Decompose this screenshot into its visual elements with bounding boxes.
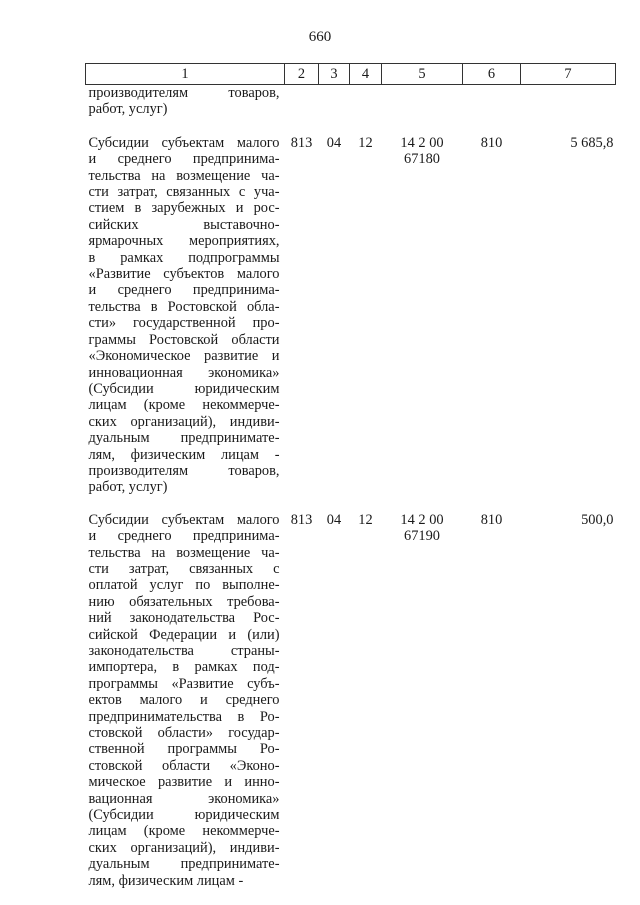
description-line: сти затрат, связанных с	[88, 560, 280, 577]
header-col-2: 2	[285, 64, 319, 85]
description-line: лям, физическим лицам -	[88, 446, 280, 463]
description-line: сти затрат, связанных с уча-	[88, 184, 280, 201]
description-line: законодательства страны-	[88, 643, 280, 659]
cell-target-article: 14 2 00 67190	[400, 511, 444, 545]
description-line: граммы Ростовской области	[88, 331, 280, 348]
description-line: дуальным предпринимате-	[88, 856, 280, 873]
cell-subsection-code	[350, 85, 382, 135]
description-line: тельства на возмещение ча-	[88, 167, 280, 184]
description-line: лицам (кроме некоммерче-	[88, 823, 280, 840]
description-line: и среднего предпринима-	[88, 151, 280, 168]
description-line: стием в зарубежных и рос-	[88, 200, 280, 217]
description-line: вационная экономика»	[88, 790, 280, 807]
cell-section-code: 04	[326, 511, 342, 528]
row-description	[86, 85, 285, 135]
description-line: сийских выставочно-	[88, 216, 280, 233]
description-line: тельства на возмещение ча-	[88, 544, 280, 561]
description-line: «Развитие субъектов малого	[88, 266, 280, 283]
description-line: ектов малого и среднего	[88, 692, 280, 709]
description-line: Субсидии субъектам малого	[88, 134, 280, 151]
header-col-7: 7	[521, 64, 616, 85]
description-line: (Субсидии юридическим	[88, 380, 280, 397]
description-line: работ, услуг)	[88, 101, 168, 118]
description-line: ярмарочных мероприятиях,	[88, 233, 280, 250]
header-col-4: 4	[350, 64, 382, 85]
description-line: Субсидии субъектам малого	[88, 511, 280, 528]
description-line: ских организаций), индиви-	[88, 413, 280, 430]
description-line: работ, услуг)	[88, 479, 168, 496]
description-line: импортера, в рамках под-	[88, 659, 280, 676]
description-line: сийской Федерации и (или)	[88, 626, 280, 643]
header-col-5: 5	[382, 64, 463, 85]
description-line: тельства в Ростовской обла-	[88, 298, 280, 315]
cell-target-article	[382, 85, 463, 135]
description-line: программы «Развитие субъ-	[88, 675, 280, 692]
cell-subsection-code: 12	[358, 134, 373, 151]
description-line: лицам (кроме некоммерче-	[88, 397, 280, 414]
header-col-6: 6	[463, 64, 521, 85]
cell-subsection-code: 12	[358, 511, 373, 528]
description-line: нию обязательных требова-	[88, 593, 280, 610]
description-line: «Экономическое развитие и	[88, 348, 280, 365]
table-row	[86, 135, 616, 512]
cell-ministry-code: 813	[290, 511, 313, 528]
cell-ministry-code: 813	[290, 134, 313, 151]
page-number: 660	[308, 29, 332, 45]
description-line: лям, физическим лицам -	[88, 872, 244, 889]
cell-target-article: 14 2 00 67180	[400, 134, 444, 168]
cell-amount: 5 685,8	[570, 134, 614, 151]
description-line: и среднего предпринима-	[88, 282, 280, 299]
description-line: инновационная экономика»	[88, 364, 280, 381]
description-line: ских организаций), индиви-	[88, 839, 280, 856]
description-line: предпринимательства в Ро-	[88, 708, 280, 725]
table-row	[86, 85, 616, 135]
row-description	[86, 135, 285, 512]
description-line: ний законодательства Рос-	[88, 610, 280, 627]
row-description	[86, 512, 285, 889]
description-line: стовской области «Эконо-	[88, 757, 280, 774]
header-col-1: 1	[86, 64, 285, 85]
description-line: ственной программы Ро-	[88, 741, 280, 758]
table-row	[86, 512, 616, 889]
description-line: в рамках подпрограммы	[88, 249, 280, 266]
description-line: сти» государственной про-	[88, 315, 280, 332]
description-line: и среднего предпринима-	[88, 528, 280, 545]
cell-expense-type	[463, 85, 521, 135]
description-line: производителям товаров,	[88, 462, 280, 479]
description-line: мическое развитие и инно-	[88, 774, 280, 791]
budget-table	[85, 63, 616, 889]
description-line: производителям товаров,	[88, 85, 280, 101]
description-line: оплатой услуг по выполне-	[88, 577, 280, 594]
cell-amount	[521, 85, 616, 135]
description-line: (Субсидии юридическим	[88, 807, 280, 824]
cell-section-code: 04	[326, 134, 342, 151]
description-line: стовской области» государ-	[88, 725, 280, 742]
header-col-3: 3	[319, 64, 350, 85]
cell-expense-type: 810	[480, 134, 503, 151]
cell-amount: 500,0	[581, 511, 614, 528]
cell-section-code	[319, 85, 350, 135]
table-header-row	[86, 64, 616, 85]
cell-expense-type: 810	[480, 511, 503, 528]
cell-ministry-code	[285, 85, 319, 135]
description-line: дуальным предпринимате-	[88, 430, 280, 447]
